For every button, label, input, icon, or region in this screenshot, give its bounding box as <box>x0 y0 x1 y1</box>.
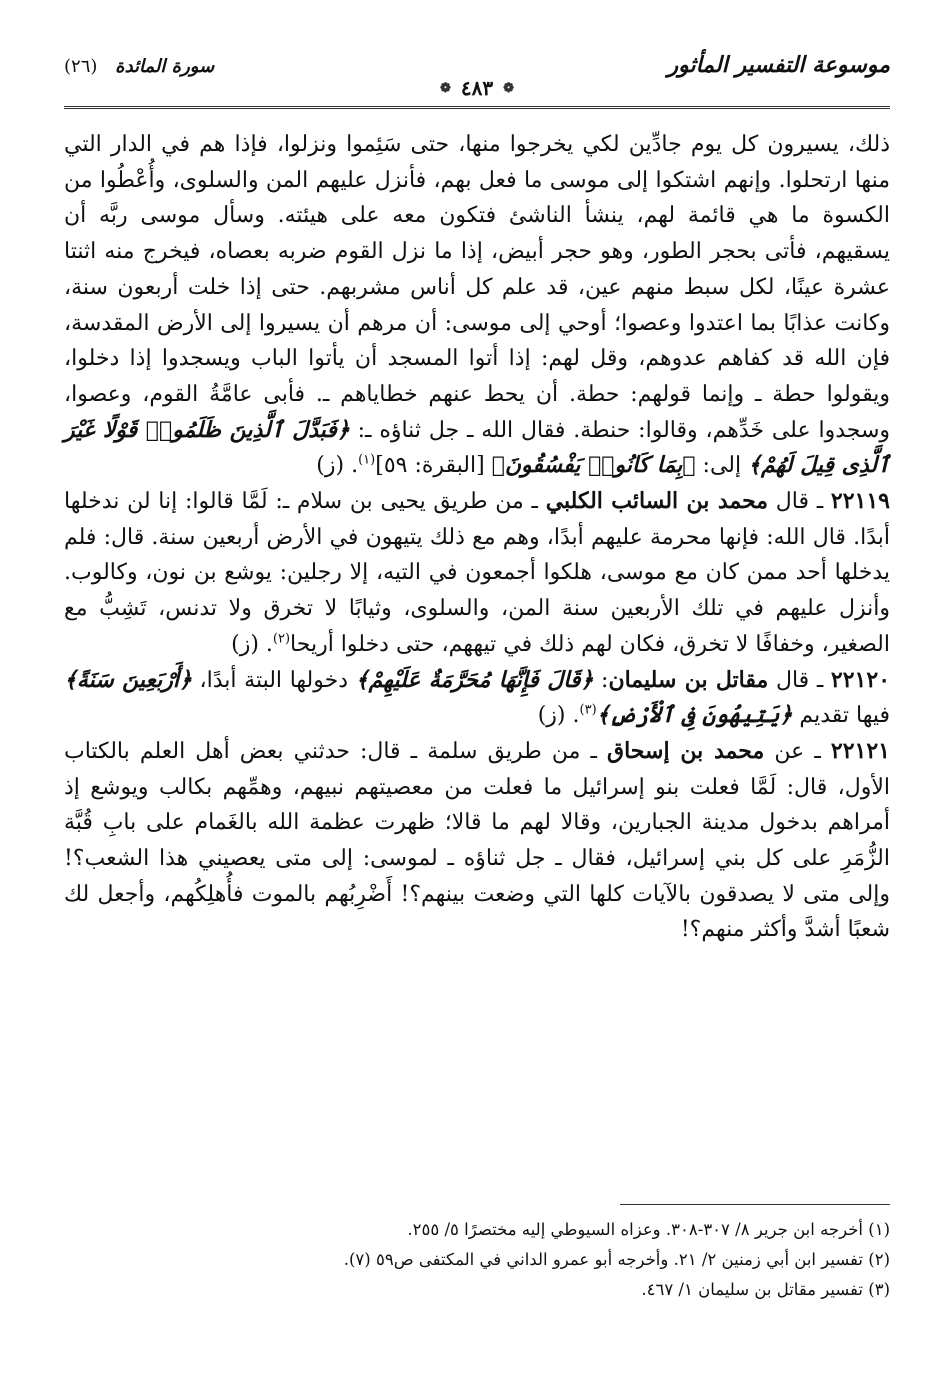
page-header <box>64 36 890 109</box>
quran-reference: [البقرة: ٥٩] <box>375 453 492 479</box>
book-title: موسوعة التفسير المأثور <box>667 52 890 78</box>
hadith-entry <box>64 663 890 734</box>
book-page <box>64 36 890 1356</box>
main-text <box>64 127 890 948</box>
paragraph-text: ذلك، يسيرون كل يوم جادِّين لكي يخرجوا منها، حتى سَئِموا ونزلوا، فإذا هم في الدار التي منها ارتحلوا. وإنهم اشتكوا إلى موسى ما فعل بهم، فأنزل عليهم المن والسلوى، وأُعْطُوا من الكسوة ما هي قائمة لهم، ينشأ الناشئ فتكون معه على هيئته. وسأل موسى ربَّه أن يسقيهم، فأتى بحجر الطور، وهو حجر أبيض، إذا ما نزل القوم ضربه بعصاه، فيخرج منه اثنتا عشرة عينًا، لكل سبط منهم عين، قد علم كل أناس مشربهم. حتى إذا خلت أربعون سنة، وكانت عذابًا بما اعتدوا وعصوا؛ أوحي إلى موسى: أن مرهم أن يسيروا إلى الأرض المقدسة، فإن الله قد كفاهم عدوهم، وقل لهم: إذا أتوا المسجد أن يأتوا الباب ويسجدوا إذا دخلوا، ويقولوا حطة ـ وإنما قولهم: حطة. أن يحط عنهم خطاياهم ـ. فأبى عامَّةُ القوم، وعصوا، وسجدوا على خَدِّهم، وقالوا: حنطة. فقال الله ـ جل ثناؤه ـ: <box>64 132 891 443</box>
hadith-entry <box>64 484 890 663</box>
ornament-icon: ❁ <box>439 80 451 96</box>
paragraph-text: ـ قال <box>768 667 831 693</box>
surah-number: (٢٦) <box>64 56 98 77</box>
quran-verse: ﴿يَتِيهُونَ فِى ٱلْأَرْضِ﴾ <box>596 702 793 729</box>
paragraph-continuation <box>64 127 890 484</box>
footnote-ref: (٢) <box>272 631 291 647</box>
footnote-ref: (٣) <box>579 702 597 718</box>
quran-verse: ﴿فَبَدَّلَ ٱلَّذِينَ ظَلَمُوا۟ قَوْلًا غَيْرَ ٱلَّذِى قِيلَ لَهُمْ﴾ <box>64 416 890 479</box>
quran-verse: ﴿قَالَ فَإِنَّهَا مُحَرَّمَةٌ عَلَيْهِمْ﴾ <box>355 666 594 693</box>
paragraph-text: فيها تقديم <box>792 703 890 729</box>
footnotes-section <box>64 1204 890 1305</box>
paragraph-text: إلى: <box>695 453 749 479</box>
surah-label <box>64 56 214 77</box>
paragraph-text: : <box>593 667 609 693</box>
quran-verse: ﴿أَرْبَعِينَ سَنَةً﴾ <box>64 666 192 693</box>
surah-name: سورة المائدة <box>115 56 215 77</box>
quran-verse: ﴿بِمَا كَانُوا۟ يَفْسُقُونَ﴾ <box>491 452 696 479</box>
page-number: ٤٨٣ <box>460 76 494 100</box>
narrator-name: محمد بن السائب الكلبي <box>545 488 769 515</box>
paragraph-text: ـ قال <box>768 489 831 515</box>
paragraph-text: ـ من طريق سلمة ـ قال: حدثني بعض أهل العلم بالكتاب الأول، قال: لَمَّا فعلت بنو إسرائيل ما فعلت من معصيتهم نبيهم، وهمِّهم بكالب ويوشع إذ أمراهم بدخول مدينة الجبارين، وقالا لهم ما قالا؛ ظهرت عظمة الله بالغَمام على بابِ قُبَّة الزُّمَرِ على كل بني إسرائيل، فقال ـ جل ثناؤه ـ لموسى: إلى متى يعصيني هذا الشعب؟! وإلى متى لا يصدقون بالآيات كلها التي وضعت بينهم؟! أَضْرِبُهم بالموت فأُهلِكُهم، وأجعل لك شعبًا أشدَّ وأكثر منهم؟! <box>64 738 890 943</box>
hadith-number: ٢٢١٢١ <box>830 737 890 764</box>
source-marker: . (ز) <box>231 631 273 657</box>
ornament-icon: ❁ <box>503 80 515 96</box>
source-marker: . (ز) <box>537 703 580 729</box>
footnote-divider <box>620 1204 890 1205</box>
source-marker: . (ز) <box>316 453 359 479</box>
paragraph-text: ـ من طريق يحيى بن سلام ـ: لَمَّا قالوا: إنا لن ندخلها أبدًا. قال الله: فإنها محرمة عليهم أبدًا، وهم مع ذلك يتيهون في الأرض أربعين سنة. قال: فلم يدخلها أحد ممن كان مع موسى، هلكوا أجمعون في التيه، إلا رجلين: يوشع بن نون، وكالوب. وأنزل عليهم في تلك الأربعين سنة المن، والسلوى، وثيابًا لا تخرق ولا تدنس، تَشِبُّ مع الصغير، وخفافًا لا تخرق، فكان لهم ذلك في تيههم، حتى دخلوا أريحا <box>64 489 890 657</box>
hadith-entry <box>64 734 890 948</box>
footnote: (١) أخرجه ابن جرير ٨/ ٣٠٧-٣٠٨. وعزاه السيوطي إليه مختصرًا ٥/ ٢٥٥. <box>407 1220 890 1239</box>
footnote-ref: (١) <box>358 453 376 468</box>
footnote: (٢) تفسير ابن أبي زمنين ٢/ ٢١. وأخرجه أبو عمرو الداني في المكتفى ص٥٩ (٧). <box>343 1250 890 1269</box>
narrator-name: مقاتل بن سليمان <box>608 666 769 693</box>
hadith-number: ٢٢١١٩ <box>830 488 890 515</box>
paragraph-text: ـ عن <box>764 738 831 764</box>
page-number-block <box>432 76 522 100</box>
narrator-name: محمد بن إسحاق <box>607 737 765 764</box>
paragraph-text: دخولها البتة أبدًا، <box>191 667 356 693</box>
footnote: (٣) تفسير مقاتل بن سليمان ١/ ٤٦٧. <box>641 1280 890 1299</box>
hadith-number: ٢٢١٢٠ <box>830 666 891 693</box>
